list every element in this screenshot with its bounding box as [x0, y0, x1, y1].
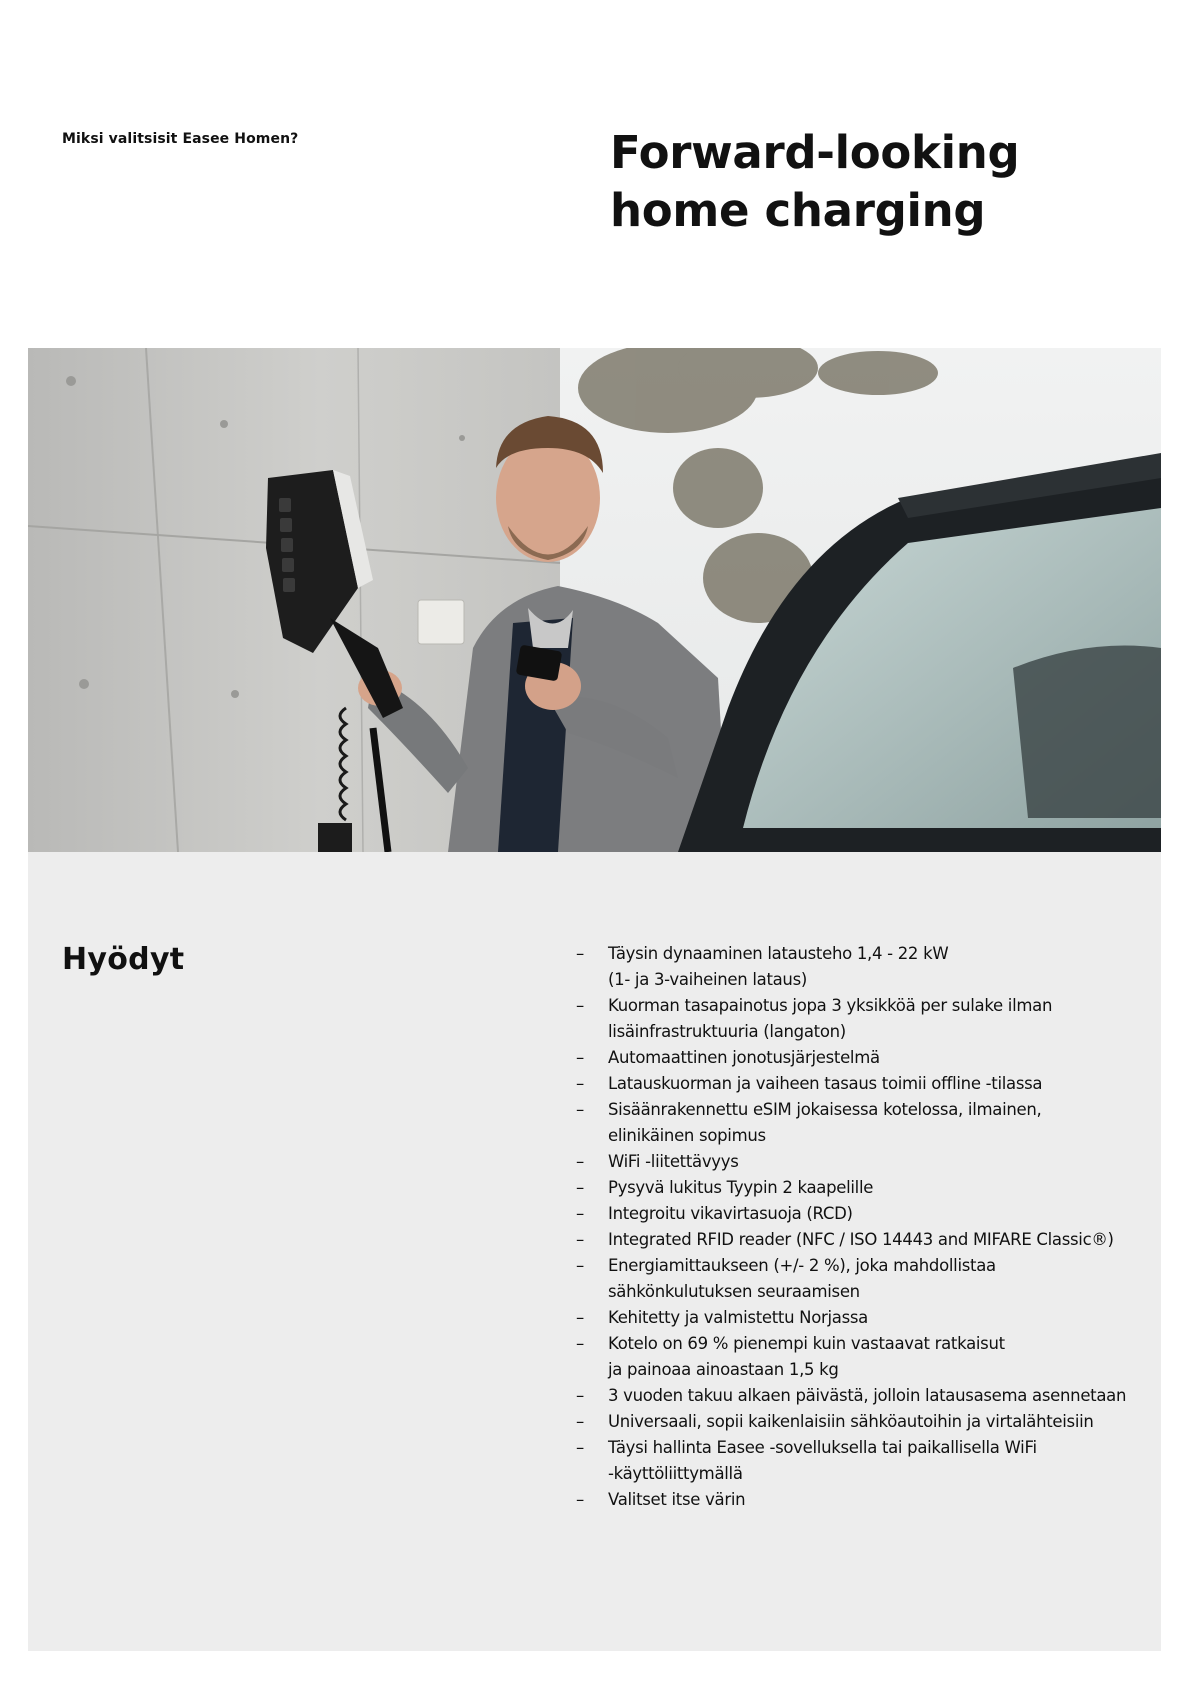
list-item: – Integroitu vikavirtasuoja (RCD) — [576, 1201, 1136, 1227]
list-item: – Pysyvä lukitus Tyypin 2 kaapelille — [576, 1175, 1136, 1201]
list-item: – Täysin dynaaminen latausteho 1,4 - 22 kW (1- ja 3-vaiheinen lataus) — [576, 941, 1136, 993]
list-item: – WiFi -liitettävyys — [576, 1149, 1136, 1175]
list-item: – 3 vuoden takuu alkaen päivästä, jolloin latausasema asennetaan — [576, 1383, 1136, 1409]
list-item: – Kotelo on 69 % pienempi kuin vastaavat ratkaisut ja painoaa ainoastaan 1,5 kg — [576, 1331, 1136, 1383]
list-item: – Sisäänrakennettu eSIM jokaisessa kotelossa, ilmainen, elinikäinen sopimus — [576, 1097, 1136, 1149]
list-item: – Valitset itse värin — [576, 1487, 1136, 1513]
photo-man-charging-car-icon — [28, 348, 1161, 852]
title-line: Forward-looking — [610, 126, 1020, 179]
list-item: – Kehitetty ja valmistettu Norjassa — [576, 1305, 1136, 1331]
benefits-list — [576, 941, 1136, 1513]
list-item: – Täysi hallinta Easee -sovelluksella tai paikallisella WiFi -käyttöliittymällä — [576, 1435, 1136, 1487]
benefits-title: Hyödyt — [62, 942, 185, 977]
title-line: home charging — [610, 184, 986, 237]
list-item: – Energiamittaukseen (+/- 2 %), joka mahdollistaa sähkönkulutuksen seuraamisen — [576, 1253, 1136, 1305]
page-title — [610, 124, 1019, 240]
list-item: – Integrated RFID reader (NFC / ISO 14443 and MIFARE Classic®) — [576, 1227, 1136, 1253]
hero-photo — [28, 348, 1161, 852]
list-item: – Kuorman tasapainotus jopa 3 yksikköä per sulake ilman lisäinfrastruktuuria (langaton) — [576, 993, 1136, 1045]
list-item: – Automaattinen jonotusjärjestelmä — [576, 1045, 1136, 1071]
list-item: – Latauskuorman ja vaiheen tasaus toimii offline -tilassa — [576, 1071, 1136, 1097]
list-item: – Universaali, sopii kaikenlaisiin sähköautoihin ja virtalähteisiin — [576, 1409, 1136, 1435]
eyebrow-text: Miksi valitsisit Easee Homen? — [62, 131, 299, 147]
